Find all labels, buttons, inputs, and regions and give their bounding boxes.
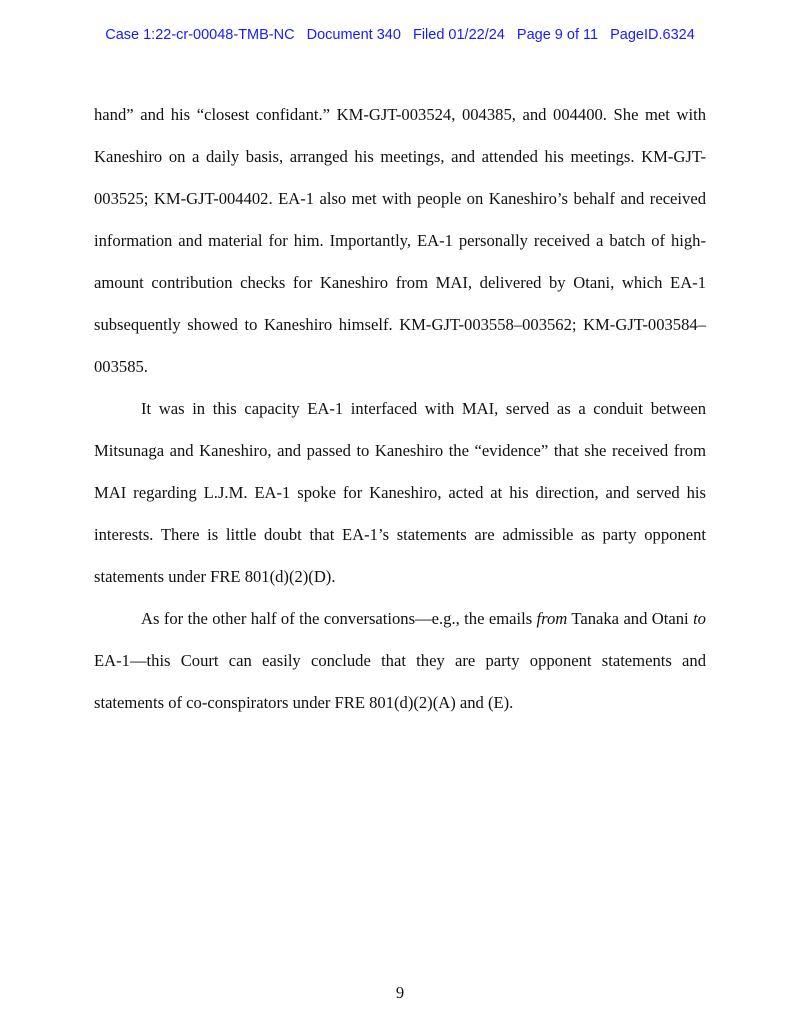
page-id: PageID.6324 xyxy=(610,27,695,43)
document-body xyxy=(94,94,706,724)
emphasis-to: to xyxy=(693,609,706,628)
paragraph-3 xyxy=(94,598,706,724)
paragraph-3-part-a: As for the other half of the conversations—e.g., the emails xyxy=(141,609,537,628)
paragraph-3-part-e: EA-1—this Court can easily conclude that they are party opponent statements and statements of co-conspirators under FRE 801(d)(2)(A) and (E). xyxy=(94,651,706,712)
paragraph-2: It was in this capacity EA-1 interfaced with MAI, served as a conduit between Mitsunaga and Kaneshiro, and passed to Kaneshiro the “evidence” that she received from MAI regarding L.J.M. EA-1 spoke for Kaneshiro, acted at his direction, and served his interests. There is little doubt that EA-1’s statements are admissible as party opponent statements under FRE 801(d)(2)(D). xyxy=(94,399,706,586)
page-number: 9 xyxy=(395,983,405,1002)
paragraph-1: hand” and his “closest confidant.” KM-GJT-003524, 004385, and 004400. She met with Kaneshiro on a daily basis, arranged his meetings, and attended his meetings. KM-GJT-003525; KM-GJT-004402. EA-1 also met with people on Kaneshiro’s behalf and received information and material for him. Importantly, EA-1 personally received a batch of high-amount contribution checks for Kaneshiro from MAI, delivered by Otani, which EA-1 subsequently showed to Kaneshiro himself. KM-GJT-003558–003562; KM-GJT-003584–003585. xyxy=(94,105,706,376)
emphasis-from: from xyxy=(536,609,568,628)
document-number: Document 340 xyxy=(306,27,401,43)
page-count: Page 9 of 11 xyxy=(516,27,599,43)
filed-date: Filed 01/22/24 xyxy=(412,27,505,43)
paragraph-3-part-c: Tanaka and Otani xyxy=(567,609,694,628)
case-number: Case 1:22-cr-00048-TMB-NC xyxy=(105,27,295,43)
ecf-header xyxy=(0,27,800,43)
